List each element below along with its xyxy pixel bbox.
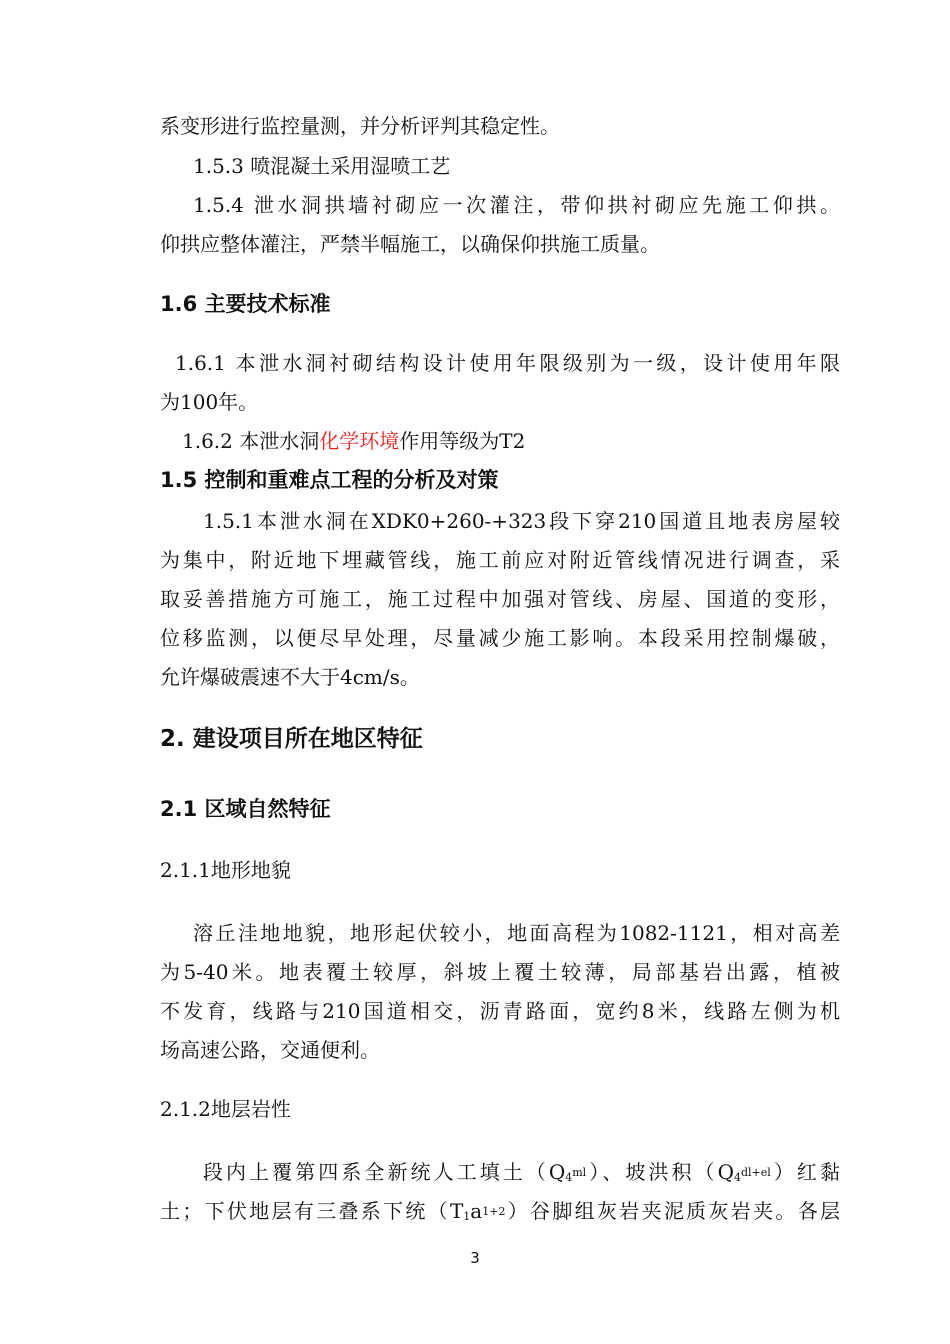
subscript: 4 [734,1171,741,1184]
text-segment: ）红黏 [770,1160,840,1184]
text-line: 溶丘洼地地貌，地形起伏较小，地面高程为1082-1121，相对高差 [193,921,840,945]
heading-1-5: 1.5 控制和重难点工程的分析及对策 [160,468,499,492]
text-segment: 1.6.2 本泄水洞 [182,429,320,453]
superscript: ml [572,1166,587,1179]
page-number: 3 [470,1249,480,1267]
superscript: dl+el [741,1166,771,1179]
subheading-2-1-1: 2.1.1地形地貌 [160,858,291,882]
text-line: 为5-40米。地表覆土较厚，斜坡上覆土较薄，局部基岩出露，植被 [160,960,840,984]
text-line: 场高速公路，交通便利。 [160,1038,380,1062]
subscript: 1 [463,1210,471,1223]
clause-1-6-2 [182,427,862,455]
text-segment: ）谷脚组灰岩夹泥质灰岩夹。各层 [505,1199,841,1223]
text-segment: a [470,1199,483,1223]
text-line: 为集中，附近地下埋藏管线，施工前应对附近管线情况进行调查，采 [160,548,840,572]
superscript: 1+2 [482,1205,506,1218]
text-segment: 作用等级为T2 [399,429,526,453]
clause-1-5-3: 1.5.3 喷混凝土采用湿喷工艺 [193,154,451,178]
text-segment: 段内上覆第四系全新统人工填土（Q [203,1160,566,1184]
clause-1-5-1: 1.5.1本泄水洞在XDK0+260-+323段下穿210国道且地表房屋较 [203,509,840,533]
text-line: 为100年。 [160,390,259,414]
text-line: 系变形进行监控量测，并分析评判其稳定性。 [160,114,560,138]
text-segment: ）、坡洪积（Q [586,1160,734,1184]
heading-2-1: 2.1 区域自然特征 [160,797,331,821]
text-line: 位移监测，以便尽早处理，尽量减少施工影响。本段采用控制爆破， [160,626,840,650]
text-segment: 土；下伏地层有三叠系下统（T [160,1199,464,1223]
subscript: 4 [565,1171,573,1184]
text-line: 取妥善措施方可施工，施工过程中加强对管线、房屋、国道的变形， [160,587,840,611]
text-line: 允许爆破震速不大于4cm/s。 [160,665,420,689]
clause-1-6-1: 1.6.1 本泄水洞衬砌结构设计使用年限级别为一级，设计使用年限 [175,351,840,375]
clause-1-5-4: 1.5.4 泄水洞拱墙衬砌应一次灌注，带仰拱衬砌应先施工仰拱。 [193,193,840,217]
text-line [160,1197,840,1225]
text-line: 不发育，线路与210国道相交，沥青路面，宽约8米，线路左侧为机 [160,999,840,1023]
heading-2: 2. 建设项目所在地区特征 [160,726,423,752]
text-line: 仰拱应整体灌注，严禁半幅施工，以确保仰拱施工质量。 [160,232,660,256]
heading-1-6: 1.6 主要技术标准 [160,292,331,316]
subheading-2-1-2: 2.1.2地层岩性 [160,1097,291,1121]
text-line [203,1158,840,1186]
highlighted-term: 化学环境 [319,429,400,453]
